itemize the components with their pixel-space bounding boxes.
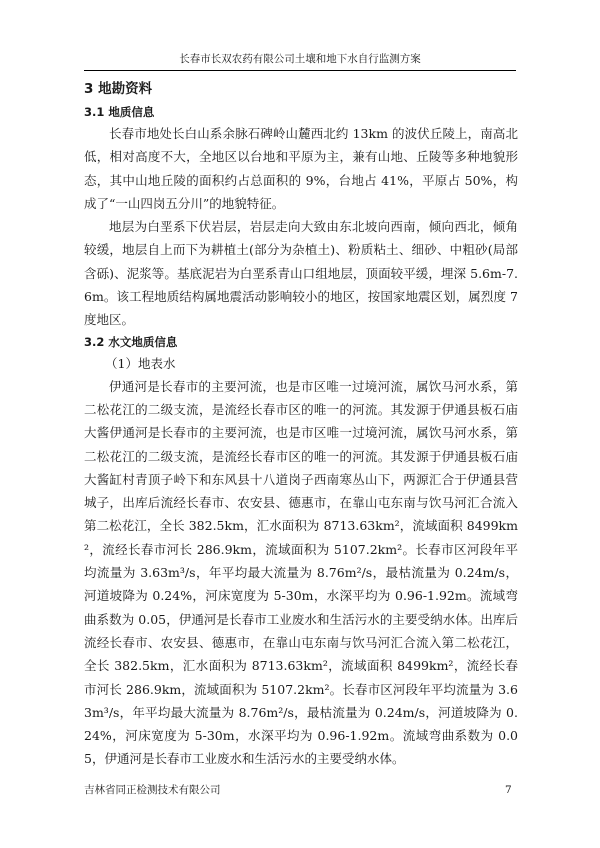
geology-paragraph-2: 地层为白垩系下伏岩层，岩层走向大致由东北坡向西南，倾向西北，倾角较缓，地层自上而下为耕植土(部分为杂植土)、粉质粘土、细砂、中粗砂(局部含砾)、泥浆等。基底泥岩为白垩系青山口组地层，顶面较平缓，埋深 5.6m-7.6m。该工程地质结构属地震活动影响较小的地区，按国家地震区划，属烈度 7 度地区。	[84, 219, 518, 328]
surface-water-subheading: （1）地表水	[105, 355, 176, 371]
footer-company: 吉林省同正检测技术有限公司	[84, 784, 221, 796]
geology-paragraph-1: 长春市地处长白山系余脉石碑岭山麓西北约 13km 的波伏丘陵上，南高北低，相对高度不大，全地区以台地和平原为主，兼有山地、丘陵等多种地貌形态，其中山地丘陵的面积约占总面积的 9%，台地占 41%，平原占 50%，构成了“一山四岗五分川”的地貌特征。	[84, 126, 518, 211]
section-heading: 3 地勘资料	[84, 81, 153, 97]
page-content	[84, 76, 518, 771]
geology-heading: 3.1 地质信息	[84, 105, 155, 119]
surface-water-paragraph: 伊通河是长春市的主要河流，也是市区唯一过境河流，属饮马河水系，第二松花江的二级支流，是流经长春市区的唯一的河流。其发源于伊通县板石庙大酱伊通河是长春市的主要河流，也是市区唯一过境河流，属饮马河水系，第二松花江的二级支流，是流经长春市区的唯一的河流。其发源于伊通县板石庙大酱缸村青顶子岭下和东风县十八道岗子西南寒丛山下，两源汇合于伊通县营城子，出库后流经长春市、农安县、德惠市，在靠山屯东南与饮马河汇合流入第二松花江，全长 382.5km，汇水面积为 8713.63km²，流域面积 8499km²，流经长春市河长 286.9km，流域面积为 5107.2km²。长春市区河段年平均流量为 3.63m³/s，年平均最大流量为 8.76m²/s，最枯流量为 0.24m/s，河道坡降为 0.24%，河床宽度为 5-30m，水深平均为 0.96-1.92m。流域弯曲系数为 0.05，伊通河是长春市工业废水和生活污水的主要受纳水体。出库后流经长春市、农安县、德惠市，在靠山屯东南与饮马河汇合流入第二松花江，全长 382.5km，汇水面积为 8713.63km²，流域面积 8499km²，流经长春市河长 286.9km，流域面积为 5107.2km²。长春市区河段年平均流量为 3.63m³/s，年平均最大流量为 8.76m²/s，最枯流量为 0.24m/s，河道坡降为 0.24%，河床宽度为 5-30m，水深平均为 0.96-1.92m。流域弯曲系数为 0.05，伊通河是长春市工业废水和生活污水的主要受纳水体。	[84, 378, 518, 767]
hydrogeology-heading: 3.2 水文地质信息	[84, 334, 178, 349]
page-header: 长春市长双农药有限公司土壤和地下水自行监测方案	[84, 52, 516, 71]
page-number: 7	[505, 784, 512, 796]
